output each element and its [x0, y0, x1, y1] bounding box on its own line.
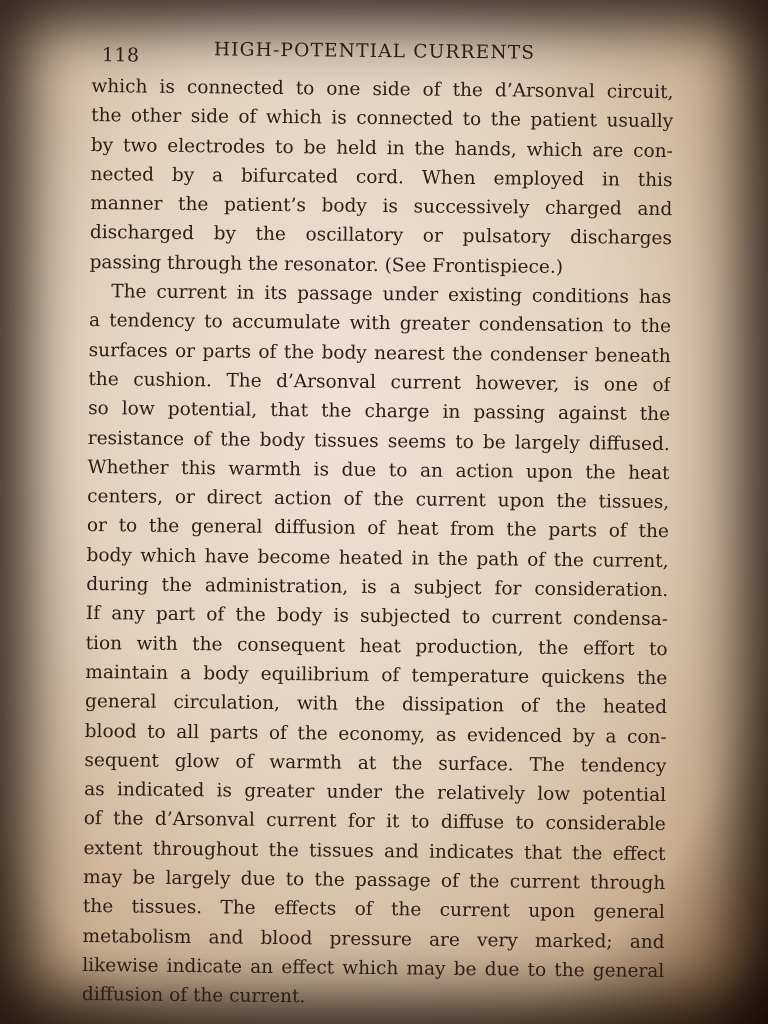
text-line: likewise indicate an effect which may be due to the general — [82, 954, 665, 982]
text-line: manner the patient’s body is successively charged and — [90, 193, 673, 221]
text-line: diffusion of the current. — [81, 984, 306, 1008]
text-line: maintain a body equilibrium of temperature quickens the — [85, 661, 668, 689]
text-line: If any part of the body is subjected to current condensa- — [85, 603, 669, 631]
text-line: a tendency to accumulate with greater condensation to the — [88, 310, 672, 338]
text-line: discharged by the oscillatory or pulsatory discharges — [89, 222, 673, 250]
book-title: HIGH-POTENTIAL CURRENTS — [213, 39, 536, 64]
text-line: resistance of the body tissues seems to be largely diffused. — [87, 427, 670, 455]
book-page — [81, 38, 692, 1008]
text-line: or to the general diffusion of heat from the parts of the — [86, 515, 669, 543]
text-line: the tissues. The effects of the current upon general — [82, 896, 665, 924]
text-line: sequent glow of warmth at the surface. The tendency — [84, 749, 667, 777]
text-line: as indicated is greater under the relatively low potential — [84, 779, 667, 807]
text-line: metabolism and blood pressure are very marked; and — [82, 925, 665, 953]
running-head — [92, 38, 692, 78]
text-line: surfaces or parts of the body nearest the condenser beneath — [88, 339, 671, 367]
paragraph-first-line: The current in its passage under existing conditions has — [111, 281, 672, 309]
text-line: during the administration, is a subject for consideration. — [86, 574, 669, 602]
text-line: which is connected to one side of the d’Arsonval circuit, — [91, 75, 674, 104]
text-line: tion with the consequent heat production, the effort to — [85, 632, 668, 660]
page-number: 118 — [101, 44, 140, 67]
text-line: of the d’Arsonval current for it to diffuse to considerable — [83, 808, 666, 836]
text-line: the other side of which is connected to the patient usually — [91, 105, 674, 133]
text-line: general circulation, with the dissipation of the heated — [84, 691, 668, 719]
text-line: passing through the resonator. (See Frontispiece.) — [89, 251, 564, 278]
text-line: may be largely due to the passage of the current through — [83, 866, 666, 895]
text-line: Whether this warmth is due to an action upon the heat — [87, 456, 670, 484]
text-line: the cushion. The d’Arsonval current however, is one of — [88, 368, 671, 397]
text-line: blood to all parts of the economy, as evidenced by a con- — [84, 720, 667, 748]
text-line: by two electrodes to be held in the hands, which are con- — [90, 134, 673, 162]
text-line: so low potential, that the charge in passing against the — [88, 398, 671, 426]
text-line: nected by a bifurcated cord. When employed in this — [90, 163, 673, 191]
text-line: extent throughout the tissues and indicates that the effect — [83, 837, 666, 865]
text-line: body which have become heated in the path of the current, — [86, 544, 669, 572]
text-line: centers, or direct action of the current upon the tissues, — [87, 486, 670, 514]
body-text — [82, 72, 692, 1016]
